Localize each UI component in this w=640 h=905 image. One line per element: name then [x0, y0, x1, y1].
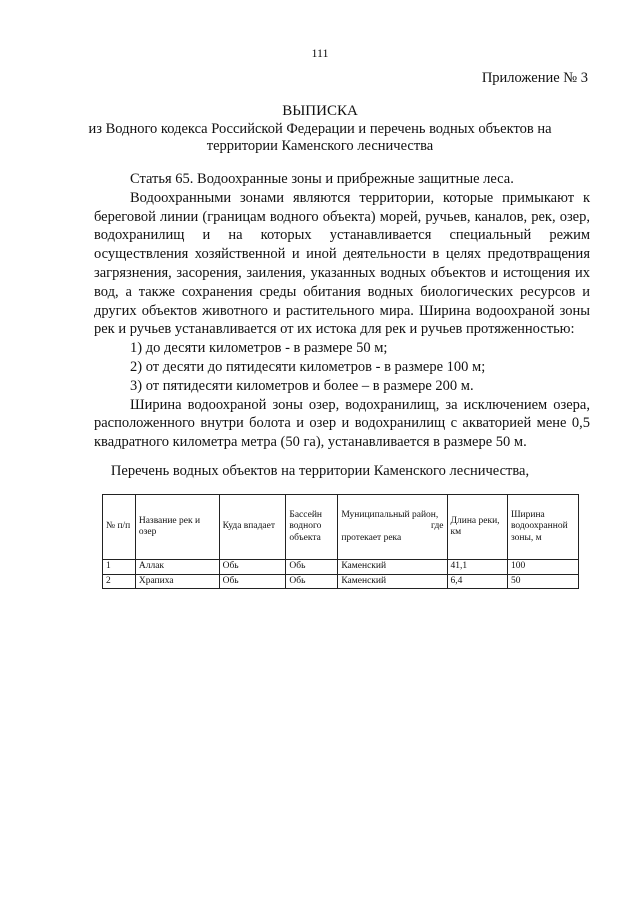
- table-row: [103, 560, 579, 575]
- cell-width: 100: [507, 560, 578, 575]
- header-num: № п/п: [103, 495, 136, 560]
- header-width: Ширина водоохранной зоны, м: [507, 495, 578, 560]
- cell-district: Каменский: [338, 560, 447, 575]
- header-municipal-district: [338, 495, 447, 560]
- cell-flows-into: Обь: [219, 574, 286, 589]
- cell-num: 1: [103, 560, 136, 575]
- table-caption: Перечень водных объектов на территории Каменского лесничества,: [110, 463, 530, 479]
- header-length: Длина реки, км: [447, 495, 507, 560]
- cell-flows-into: Обь: [219, 560, 286, 575]
- cell-num: 2: [103, 574, 136, 589]
- header-name: Название рек и озер: [135, 495, 219, 560]
- list-item: 1) до десяти километров - в размере 50 м;: [130, 340, 388, 357]
- cell-basin: Обь: [286, 574, 338, 589]
- article-paragraph-1: Водоохранными зонами являются территории, которые примыкают к береговой линии (границам водного объекта) морей, ручьев, каналов, рек, озер, водохранилищ и на которых устанавливается специальный режим осуществления хозяйственной и иной деятельности в целях предотвращения загрязнения, засорения, заиления, указанных водных объектов и истощения их вод, а также сохранения среды обитания водных биологических ресурсов и других объектов животного и растительного мира. Ширина водоохраной зоны рек и ручьев устанавливается от их истока для рек и ручьев протяженностью:: [94, 189, 590, 338]
- water-bodies-table: [102, 494, 579, 589]
- article-body: [94, 170, 590, 452]
- article-title: Статья 65. Водоохранные зоны и прибрежные защитные леса.: [130, 171, 514, 187]
- cell-length: 41,1: [447, 560, 507, 575]
- appendix-label: Приложение № 3: [481, 70, 588, 86]
- table-header-row: [103, 495, 579, 560]
- cell-width: 50: [507, 574, 578, 589]
- header-municipal-c: протекает река: [341, 532, 402, 543]
- header-basin: Бассейн водного объекта: [286, 495, 338, 560]
- article-paragraph-2: Ширина водоохраной зоны озер, водохранилищ, за исключением озера, расположенного внутри болота и озер и водохранилищ с акваторией мене 0,5 квадратного километра метра (50 га), устанавливается в размере 50 м.: [94, 396, 590, 451]
- header-municipal-b: где: [431, 521, 444, 532]
- heading-title: ВЫПИСКА: [282, 103, 358, 119]
- heading-subtitle-line1: из Водного кодекса Российской Федерации и перечень водных объектов на: [88, 120, 552, 137]
- page-number: 111: [311, 46, 329, 60]
- document-heading: [0, 103, 640, 156]
- cell-name: Аллак: [135, 560, 219, 575]
- cell-basin: Обь: [286, 560, 338, 575]
- cell-district: Каменский: [338, 574, 447, 589]
- list-item: 2) от десяти до пятидесяти километров - в размере 100 м;: [130, 358, 486, 375]
- cell-name: Храпиха: [135, 574, 219, 589]
- cell-length: 6,4: [447, 574, 507, 589]
- table-row: [103, 574, 579, 589]
- header-municipal-a: Муниципальный район,: [341, 509, 439, 520]
- list-item: 3) от пятидесяти километров и более – в размере 200 м.: [130, 377, 474, 394]
- heading-subtitle-line2: территории Каменского лесничества: [206, 138, 434, 154]
- header-flows-into: Куда впадает: [219, 495, 286, 560]
